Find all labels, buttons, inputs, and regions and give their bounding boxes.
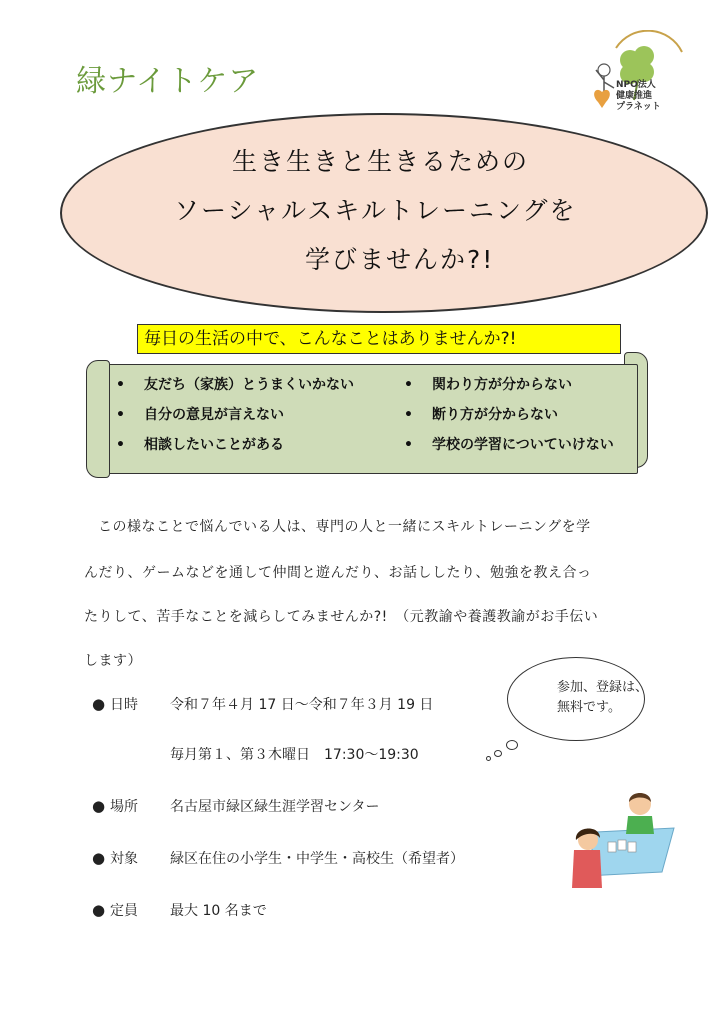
scroll-left-roll [86,360,110,478]
info-schedule-row [170,744,419,764]
concern-item [404,404,558,424]
bullet-icon: ● [92,797,106,815]
bubble-text [557,678,648,718]
question-banner: 毎日の生活の中で、こんなことはありませんか?! [137,324,621,354]
bubble-text-line: 無料です。 [557,700,621,715]
concern-text: 断り方が分からない [432,407,558,423]
bullet-icon: ● [92,695,106,713]
info-label: 対象 [110,851,138,867]
info-date-row [92,694,433,714]
info-label: 日時 [110,697,138,713]
concern-text: 自分の意見が言えない [144,407,284,423]
description-line: この様なことで悩んでいる人は、専門の人と一緒にスキルトレーニングを学 [98,519,591,535]
concern-bullet: • [116,377,125,393]
logo-text-line: プラネット [616,102,661,112]
logo-text-line: 健康推進 [616,91,653,101]
bubble-tail-dot [506,740,518,750]
bubble-tail-dot [494,750,502,757]
headline-line-3: 学びませんか?! [305,245,495,274]
info-value: 緑区在住の小学生・中学生・高校生（希望者） [170,851,464,867]
headline-line-1: 生き生きと生きるための [232,147,530,176]
info-label: 定員 [110,903,138,919]
concern-text: 学校の学習についていけない [432,437,614,453]
concern-item [116,434,284,454]
info-capacity-row [92,900,267,920]
concern-item [116,404,284,424]
description-line: んだり、ゲームなどを通して仲間と遊んだり、お話ししたり、勉強を教え合っ [84,565,592,581]
bullet-icon: ● [92,901,106,919]
concern-text: 関わり方が分からない [432,377,572,393]
concern-bullet: • [404,377,413,393]
concern-text: 友だち（家族）とうまくいかない [144,377,354,393]
bullet-icon: ● [92,849,106,867]
description-line: します） [84,653,142,669]
headline-line-2: ソーシャルスキルトレーニングを [174,196,577,225]
bubble-text-line: 参加、登録は、 [557,680,649,695]
info-label: 場所 [110,799,138,815]
info-value: 最大 10 名まで [170,903,267,919]
concern-item [404,434,614,454]
brand-title: 緑ナイトケア [76,64,260,99]
concern-bullet: • [116,407,125,423]
logo-text-line: NPO法人 [616,80,656,90]
concern-bullet: • [404,407,413,423]
concern-item [116,374,354,394]
description-line: たりして、苦手なことを減らしてみませんか?! （元教諭や養護教諭がお手伝い [84,609,599,625]
info-value: 名古屋市緑区緑生涯学習センター [170,799,380,815]
concern-bullet: • [404,437,413,453]
children-playing-cards-icon [566,788,676,892]
concern-text: 相談したいことがある [144,437,284,453]
info-place-row [92,796,379,816]
info-value: 令和７年４月 17 日～令和７年３月 19 日 [170,697,434,713]
logo-text [616,80,661,113]
info-value: 毎月第１、第３木曜日 17:30～19:30 [170,747,419,763]
bubble-tail-dot [486,756,491,761]
concern-item [404,374,572,394]
info-target-row [92,848,464,868]
concern-bullet: • [116,437,125,453]
